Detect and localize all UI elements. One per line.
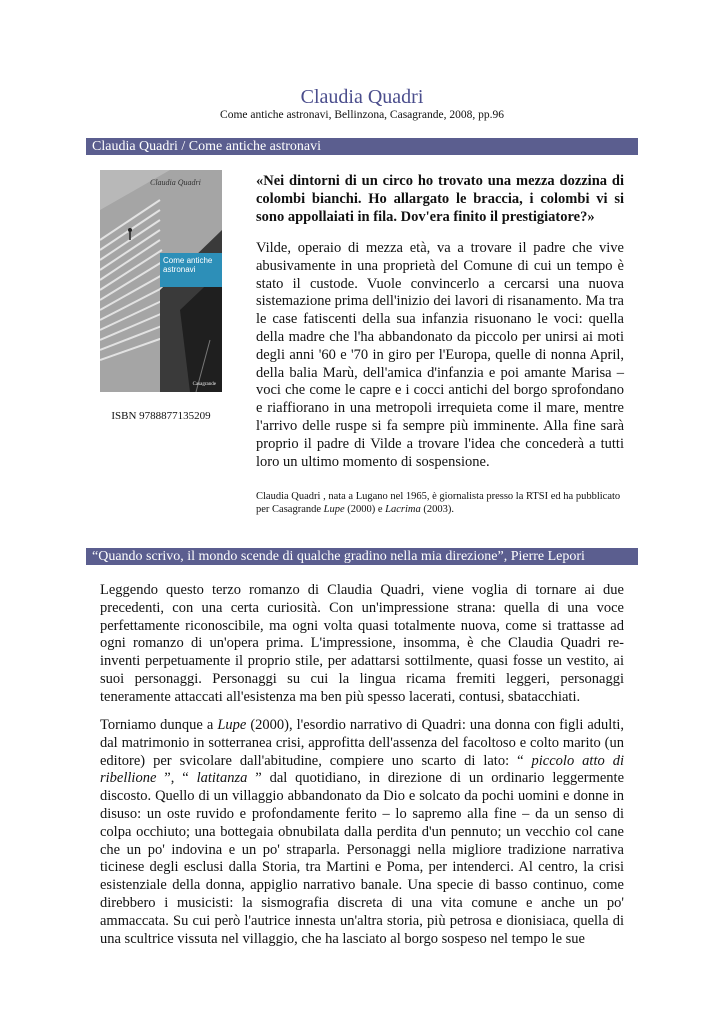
book-citation: Come antiche astronavi, Bellinzona, Casagrande, 2008, pp.96 [220,109,504,121]
work-title: Lupe [217,717,247,733]
italic-quote: latitanza [196,770,248,787]
bio-work-title: Lacrima [385,504,421,515]
book-cover-image [100,170,222,392]
text-run: ” dal quotidiano, in direzione di un ordinario leggermente discosto. Quello di un villaggio abbandonato da Dio e solcato da pochi uomini e donne in disuso: un oste ruvido e profondamente ferito – lo sapremo alla fine – da un senso di colpa occhiuto; una bottegaia obnubilata dalla perdita d'un pennuto; un vecchio col cane che un po' indovina e un po' straparla. Personaggi nella migliore tradizione narrativa ticinese degli esclusi dalla Storia, tra Martini e Poma, per intenderci. Al centro, la crisi esistenziale della donna, appiglio narrativo banale. Una specie di basso continuo, come direbbero i musicisti: la sismografia discreta di una vita comune e anche un po' ammaccata. Su cui però l'autrice innesta un'altra storia, più petrosa e dionisiaca, quella di una scultrice vissuta nel villaggio, che ha lasciato al borgo sospeso nel tempo le sue [100,770,624,947]
section-header-book: Claudia Quadri / Come antiche astronavi [86,138,638,155]
author-bio [256,490,624,516]
page-title: Claudia Quadri [300,86,424,108]
review-paragraph [100,717,624,948]
cover-title-line1: Come antiche [163,256,213,265]
bio-text: Claudia Quadri , nata a Lugano nel 1965, è giornalista presso la RTSI ed ha pubblicato per Casagrande [256,491,621,515]
bio-text: (2003). [420,504,455,515]
bio-work-title: Lupe [323,504,345,515]
cover-title-line2: astronavi [163,265,196,274]
text-run: (2000), l'esordio narrativo di Quadri: una donna con figli adulti, dal matrimonio in sotterranea crisi, approfitta dell'assenza del facoltoso e colto marito (un editore) per svicolare dall'abitudine, compiere uno scarto di lato: “ [100,717,624,769]
text-run: Torniamo dunque a [100,717,218,733]
review-paragraph: Leggendo questo terzo romanzo di Claudia Quadri, viene voglia di tornare ai due precedenti, con una certa curiosità. Con un'impressione strana: quella di una voce perfettamente riconoscibile, ma ogni volta quasi totalmente nuova, come si trattasse ad ogni romanzo di un'opera prima. L'impressione, insomma, è che Claudia Quadri re-inventi perpetuamente il proprio stile, per adattarsi sottilmente, quasi fosse un vestito, ai suoi personaggi. Personaggi su cui la lingua ricama fremiti leggeri, personaggi teneramente attaccati all'esistenza ma ben più spesso lacerati, contusi, sbatacchiati. [100,582,624,705]
cover-author-name: Claudia Quadri [150,178,201,187]
bio-text: (2000) e [344,504,386,515]
cover-publisher: Casagrande [192,382,216,387]
isbn: ISBN 9788877135209 [111,410,211,422]
text-run: ”, “ [156,770,197,787]
book-synopsis: Vilde, operaio di mezza età, va a trovare il padre che vive abusivamente in una proprietà del Comune di cui un tempo è stato il custode. Vuole convincerlo a cercarsi una nuova sistemazione prima dell'inizio dei lavori di risanamento. Ma tra le case fatiscenti della sua infanzia risuonano le voci: quella della madre che l'ha abbandonato da piccolo per unirsi ai moti degli anni '60 e '70 in giro per l'Europa, quelle di nonna April, della balia Marù, dell'amica d'infanzia e poi amante Marisa – voci che come le capre e i cocci antichi del borgo sprofondano e riaffiorano in una metropoli irrequieta come il mare, mentre l'arrivo delle ruspe si fa sempre più imminente. Alla fine sarà proprio il padre di Vilde a trovare l'idea che concederà a tutti loro un ultimo momento di sospensione. [256,240,624,470]
section-header-review: “Quando scrivo, il mondo scende di qualche gradino nella mia direzione”, Pierre Lepori [86,548,638,565]
italic-quote: piccolo atto di ribellione [100,752,624,787]
cover-title-label [160,253,222,287]
book-quote: «Nei dintorni di un circo ho trovato una mezza dozzina di colombi bianchi. Ho allargato le braccia, i colombi vi si sono appollaiati in fila. Dov'era finito il prestigiatore?» [256,173,624,225]
